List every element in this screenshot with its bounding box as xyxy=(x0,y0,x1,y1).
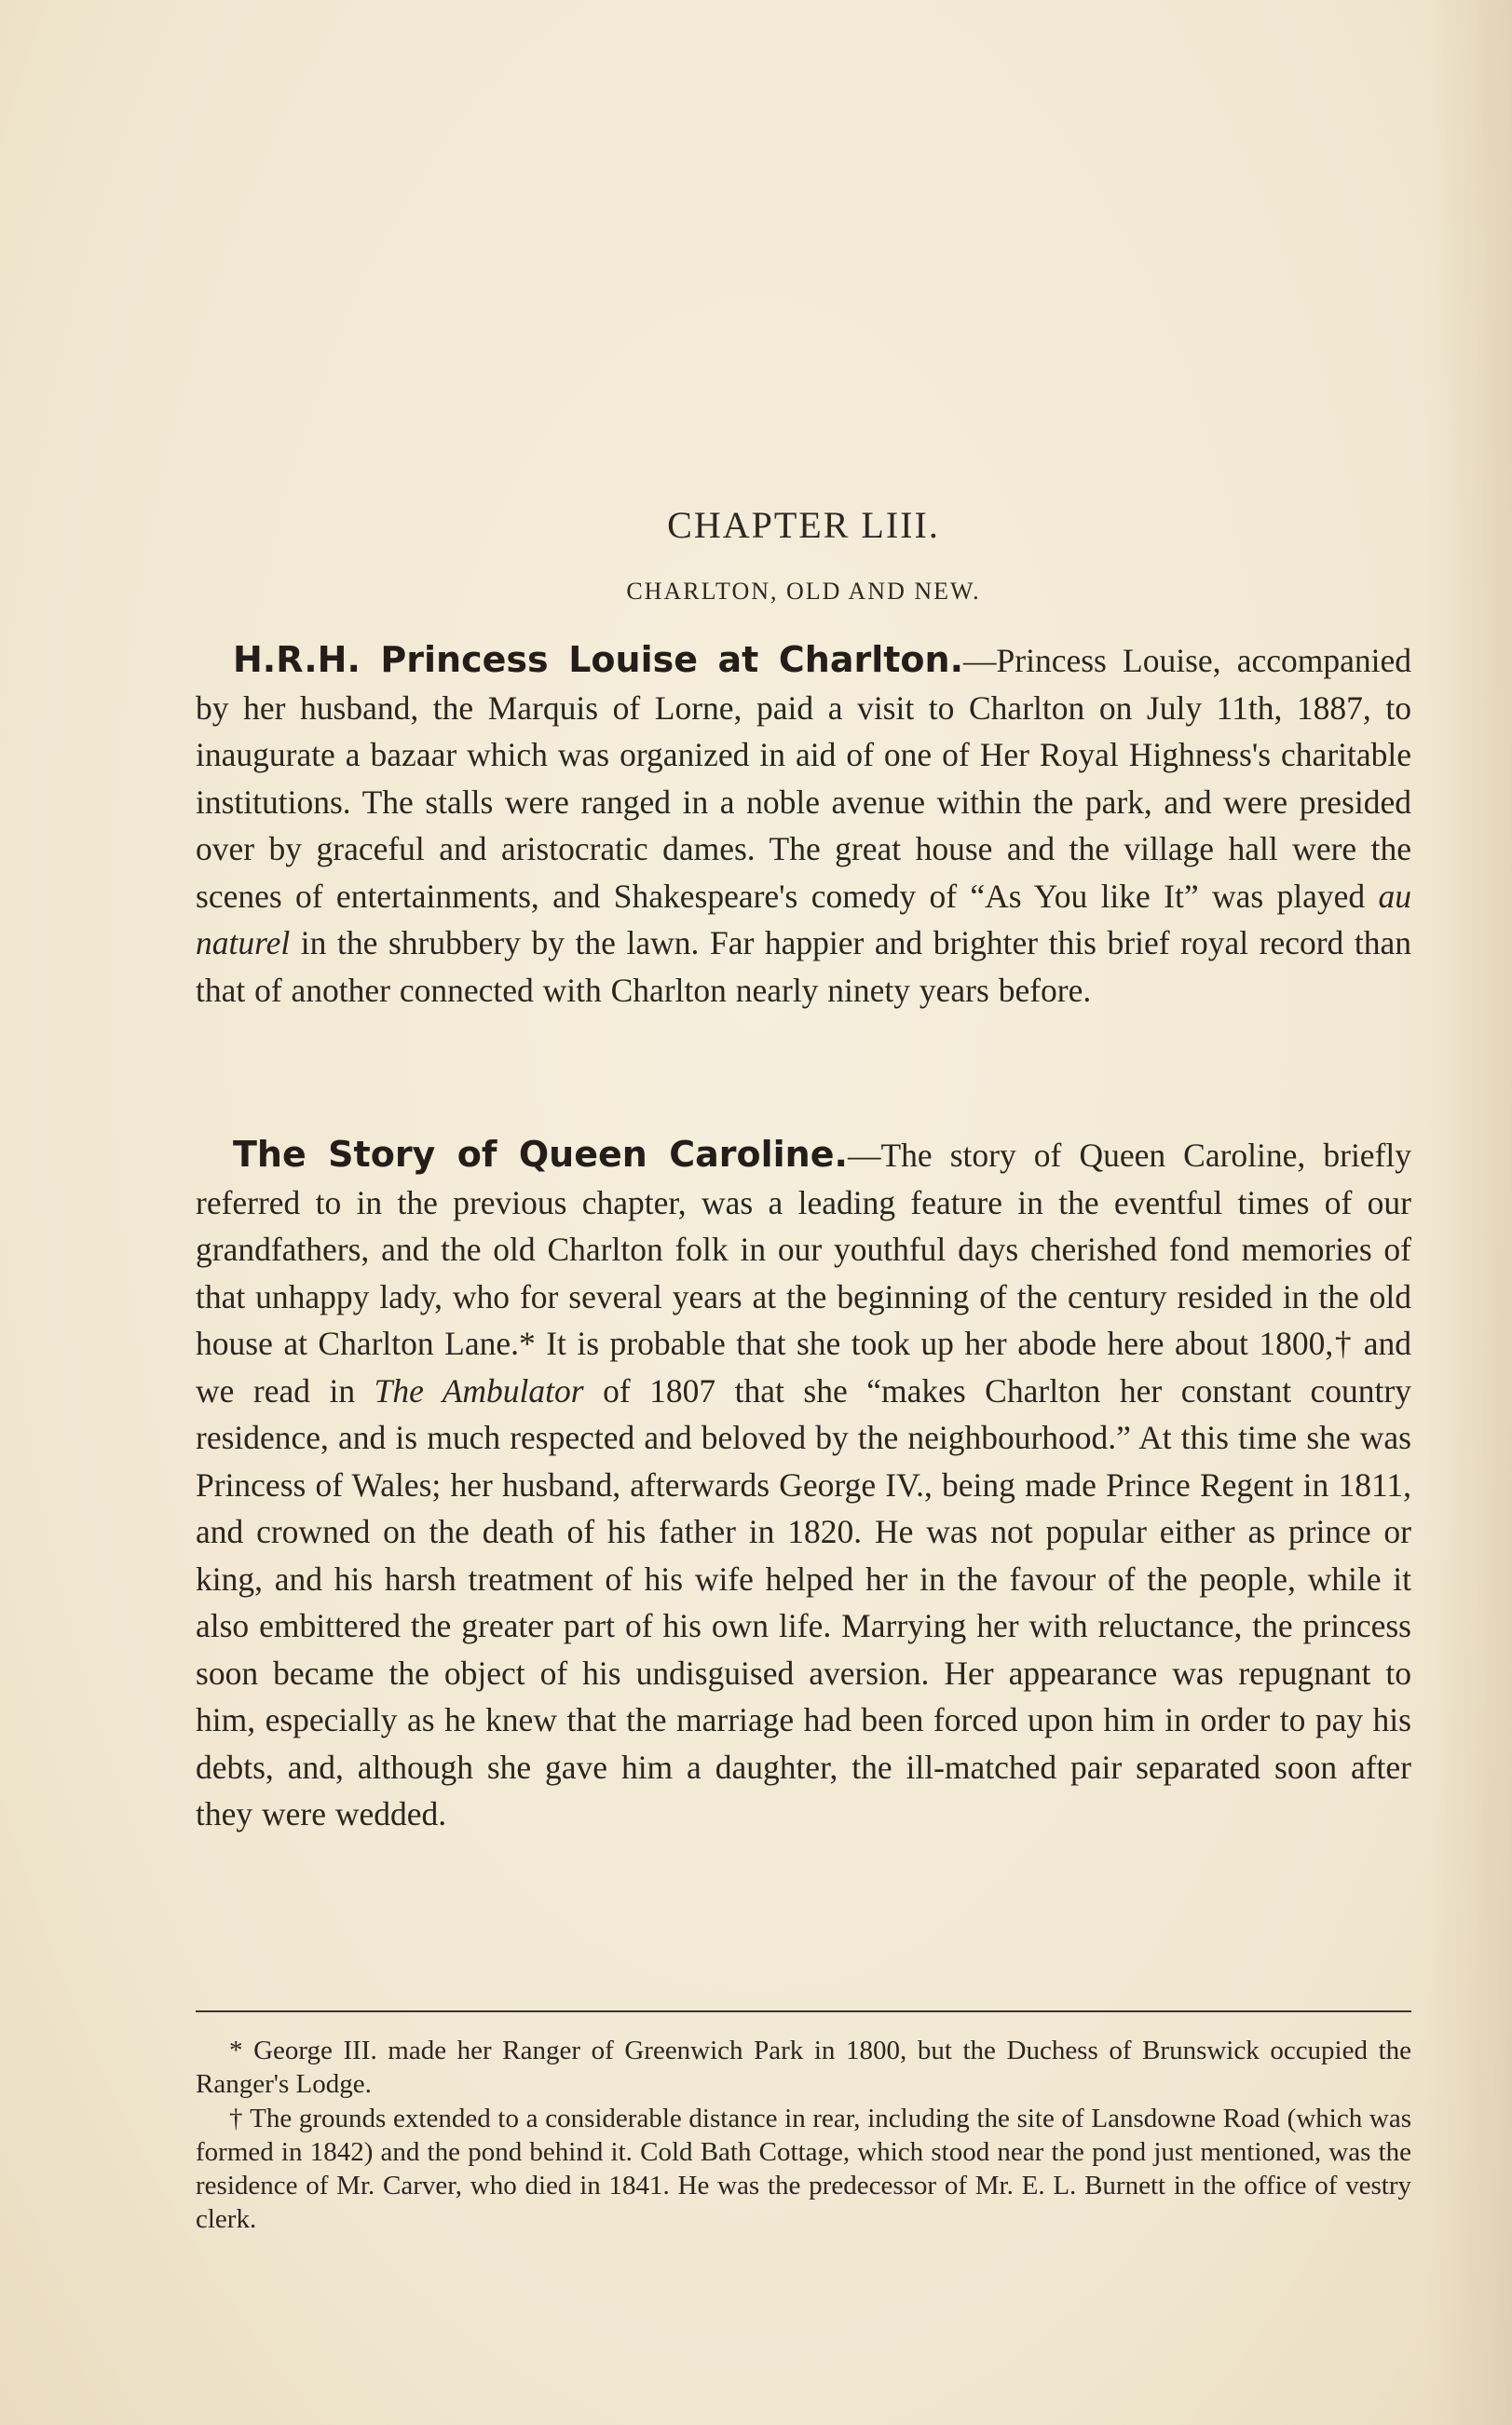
italic-title: The Ambulator xyxy=(374,1371,584,1410)
paragraph-text: of 1807 that she “makes Charlton her constant country residence, and is much respected and beloved by the neighbourhood.” At this time she was Princess of Wales; her husband, afterwards George IV., being made Prince Regent in 1811, and crowned on the death of his father in 1820. He was not popular either as prince or king, and his harsh treatment of his wife helped her in the favour of the people, while it also embittered the greater part of his own life. Marrying her with reluctance, the princess soon became the object of his undisguised aversion. Her appearance was repugnant to him, especially as he knew that the marriage had been forced upon him in order to pay his debts, and, although she gave him a daughter, the ill-matched pair separated soon after they were wedded. xyxy=(196,1371,1411,1832)
footnote-divider xyxy=(196,2010,1411,2012)
italic-phrase: au naturel xyxy=(196,877,1411,961)
paragraph-text: in the shrubbery by the lawn. Far happier and brighter this brief royal record than that of another connected with Charlton nearly ninety years before. xyxy=(196,924,1411,1009)
paragraph-text: —The story of Queen Caroline, briefly referred to in the previous chapter, was a leading feature in the eventful times of our grandfathers, and the old Charlton folk in our youthful days cherished fond memories of that unhappy lady, who for several years at the beginning of the century resided in the old house at Charlton Lane.* It is probable that she took up her abode here about 1800,† and we read in xyxy=(196,1137,1411,1410)
paragraph-queen-caroline xyxy=(196,1131,1411,1838)
paragraph-princess-louise xyxy=(196,636,1411,1014)
footnote-1: * George III. made her Ranger of Greenwich Park in 1800, but the Duchess of Brunswick occupied the Ranger's Lodge. xyxy=(196,2036,1411,2099)
paragraph-text: —Princess Louise, accompanied by her husband, the Marquis of Lorne, paid a visit to Charlton on July 11th, 1887, to inaugurate a bazaar which was organized in aid of one of Her Royal Highness's charitable institutions. The stalls were ranged in a noble avenue within the park, and were presided over by graceful and aristocratic dames. The great house and the village hall were the scenes of entertainments, and Shakespeare's comedy of “As You like It” was played xyxy=(196,642,1411,915)
paragraph-heading: The Story of Queen Caroline. xyxy=(233,1134,848,1175)
paragraph-heading: H.R.H. Princess Louise at Charlton. xyxy=(233,639,964,680)
chapter-subtitle: CHARLTON, OLD AND NEW. xyxy=(626,578,981,605)
page-edge-shadow xyxy=(1428,0,1512,2425)
text-column xyxy=(196,0,1411,2425)
chapter-title: CHAPTER LIII. xyxy=(667,504,940,546)
footnote-2: † The grounds extended to a considerable distance in rear, including the site of Lansdowne Road (which was formed in 1842) and the pond behind it. Cold Bath Cottage, which stood near the pond just mentioned, was the residence of Mr. Carver, who died in 1841. He was the predecessor of Mr. E. L. Burnett in the office of vestry clerk. xyxy=(196,2104,1411,2234)
